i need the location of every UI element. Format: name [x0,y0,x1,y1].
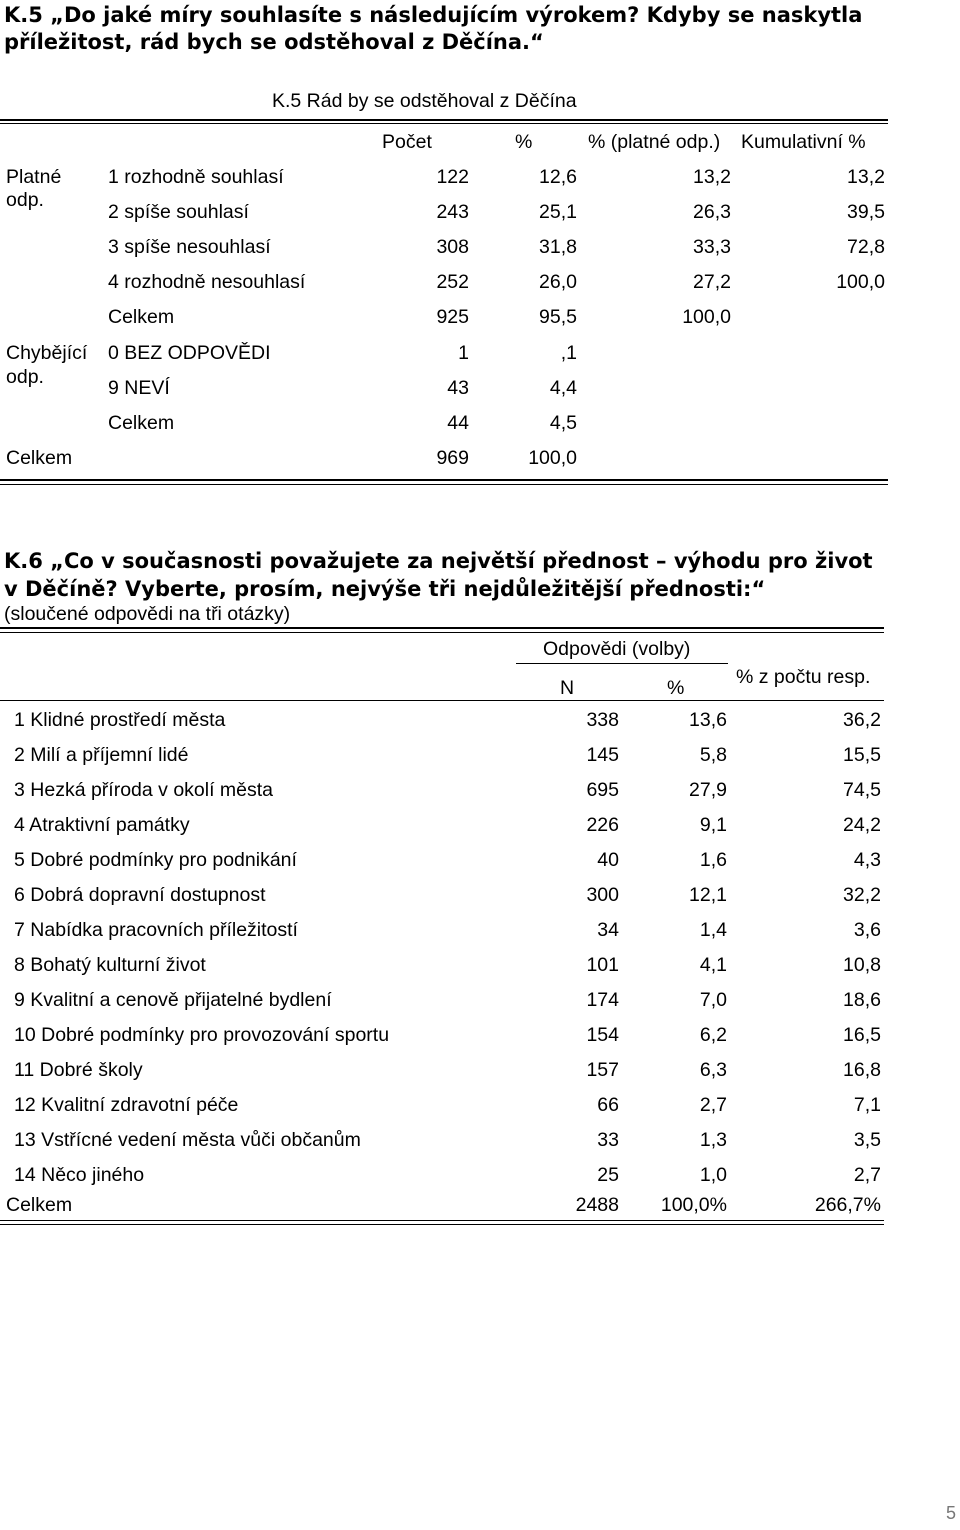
k5-row-count: 122 [436,166,469,188]
k6-row-resp: 16,5 [843,1024,881,1046]
k5-row-count: 44 [447,412,469,434]
k6-total-label: Celkem [6,1194,73,1216]
k6-total-resp: 266,7% [814,1194,881,1216]
k6-row-n: 300 [586,884,619,906]
k5-row-valid: 26,3 [693,201,731,223]
k6-bottom-rule [0,1220,884,1221]
k5-row-label: 4 rozhodně nesouhlasí [108,271,306,293]
k5-row-label: 9 NEVÍ [108,377,170,399]
k6-total-pct: 100,0% [660,1194,727,1216]
k5-row-label: 1 rozhodně souhlasí [108,166,284,188]
k6-col-n: N [560,677,575,699]
k5-row-count: 252 [436,271,469,293]
k6-row-n: 101 [586,954,619,976]
k5-row-pct: 12,6 [539,166,577,188]
k6-col-group: Odpovědi (volby) [543,638,691,660]
k6-row-label: 5 Dobré podmínky pro podnikání [14,849,297,871]
k5-row-count: 925 [436,306,469,328]
k5-row-pct: 31,8 [539,236,577,258]
k6-row-label: 2 Milí a příjemní lidé [14,744,189,766]
k5-row-pct: ,1 [560,342,577,364]
k6-top-rule [0,627,884,629]
k5-row-label: 3 spíše nesouhlasí [108,236,271,258]
k6-subtitle: (sloučené odpovědi na tři otázky) [4,603,291,625]
k6-row-resp: 74,5 [843,779,881,801]
k5-row-label: 2 spíše souhlasí [108,201,249,223]
k6-row-pct: 7,0 [699,989,727,1011]
k6-row-label: 1 Klidné prostředí města [14,709,226,731]
k5-row-cum: 72,8 [847,236,885,258]
k6-row-label: 6 Dobrá dopravní dostupnost [14,884,266,906]
k6-row-n: 338 [586,709,619,731]
k6-row-resp: 3,6 [853,919,881,941]
k6-row-n: 34 [597,919,619,941]
k6-top-rule-2 [0,632,884,633]
k6-row-label: 8 Bohatý kulturní život [14,954,206,976]
k6-row-pct: 1,6 [699,849,727,871]
k5-total-label: Celkem [6,447,73,469]
k5-row-pct: 26,0 [539,271,577,293]
k5-row-pct: 4,4 [549,377,577,399]
k6-row-n: 66 [597,1094,619,1116]
k6-row-resp: 4,3 [853,849,881,871]
k5-row-cum: 100,0 [836,271,885,293]
k6-row-n: 25 [597,1164,619,1186]
k6-row-label: 10 Dobré podmínky pro provozování sportu [14,1024,390,1046]
k6-row-label: 14 Něco jiného [14,1164,145,1186]
k6-row-n: 226 [586,814,619,836]
k5-table-title: K.5 Rád by se odstěhoval z Děčína [272,90,577,112]
k6-row-pct: 1,4 [699,919,727,941]
k6-row-n: 145 [586,744,619,766]
k5-total-count: 969 [436,447,469,469]
k6-total-n: 2488 [575,1194,619,1216]
k5-col-pct: % [515,131,533,153]
group-label-valid: Platné [6,166,62,188]
page-number: 5 [945,1503,956,1523]
table-bottom-rule-2 [0,484,888,485]
k6-group-underline [516,663,728,664]
k5-col-count: Počet [382,131,432,153]
k5-heading-line1: K.5 „Do jaké míry souhlasíte s následujícím výrokem? Kdyby se naskytla [4,3,863,27]
k6-row-n: 695 [586,779,619,801]
k6-row-n: 157 [586,1059,619,1081]
k5-row-label: Celkem [108,412,175,434]
k6-row-pct: 1,3 [699,1129,727,1151]
k6-row-label: 4 Atraktivní památky [14,814,190,836]
k5-row-cum: 39,5 [847,201,885,223]
k6-row-label: 13 Vstřícné vedení města vůči občanům [14,1129,361,1151]
k6-row-resp: 16,8 [843,1059,881,1081]
k5-row-cum: 13,2 [847,166,885,188]
k6-row-n: 33 [597,1129,619,1151]
k5-row-count: 43 [447,377,469,399]
k5-row-valid: 27,2 [693,271,731,293]
k5-heading-line2: příležitost, rád bych se odstěhoval z Děčína.“ [4,30,544,54]
k6-row-pct: 9,1 [699,814,727,836]
k5-row-valid: 100,0 [682,306,731,328]
k5-col-valid: % (platné odp.) [588,131,721,153]
k6-bottom-rule-2 [0,1224,884,1225]
k6-row-resp: 3,5 [853,1129,881,1151]
k6-heading-line2: v Děčíně? Vyberte, prosím, nejvýše tři nejdůležitější přednosti:“ [4,577,766,601]
k6-row-resp: 2,7 [853,1164,881,1186]
k6-row-pct: 6,3 [699,1059,727,1081]
k5-row-valid: 33,3 [693,236,731,258]
k6-col-pct: % [667,677,685,699]
k6-row-label: 11 Dobré školy [14,1059,143,1081]
k5-row-pct: 4,5 [549,412,577,434]
k6-row-pct: 4,1 [699,954,727,976]
k5-total-pct: 100,0 [528,447,577,469]
k6-row-pct: 12,1 [689,884,727,906]
k6-row-label: 12 Kvalitní zdravotní péče [14,1094,239,1116]
k5-row-valid: 13,2 [693,166,731,188]
k5-row-label: 0 BEZ ODPOVĚDI [108,342,271,364]
k5-row-count: 243 [436,201,469,223]
k6-row-resp: 32,2 [843,884,881,906]
k6-row-pct: 2,7 [699,1094,727,1116]
k6-row-resp: 18,6 [843,989,881,1011]
k6-col-resp: % z počtu resp. [736,666,871,688]
k6-row-n: 40 [597,849,619,871]
table-bottom-rule [0,479,888,481]
k6-row-pct: 13,6 [689,709,727,731]
group-label-valid-2: odp. [6,189,44,211]
k6-row-resp: 10,8 [843,954,881,976]
k6-row-label: 3 Hezká příroda v okolí města [14,779,274,801]
k5-row-pct: 25,1 [539,201,577,223]
k5-row-count: 308 [436,236,469,258]
k6-row-label: 7 Nabídka pracovních příležitostí [14,919,298,941]
table-top-rule [0,119,888,121]
table-top-rule-2 [0,123,888,124]
k6-row-resp: 15,5 [843,744,881,766]
k6-header-rule [0,700,884,701]
k6-row-resp: 7,1 [853,1094,881,1116]
k6-row-pct: 27,9 [689,779,727,801]
group-label-missing: Chybějící [6,342,88,364]
k6-row-resp: 36,2 [843,709,881,731]
k6-row-n: 174 [586,989,619,1011]
k5-row-count: 1 [458,342,469,364]
k5-row-label: Celkem [108,306,175,328]
k6-row-label: 9 Kvalitní a cenově přijatelné bydlení [14,989,332,1011]
k6-row-resp: 24,2 [843,814,881,836]
k6-row-n: 154 [586,1024,619,1046]
k6-row-pct: 5,8 [699,744,727,766]
k6-row-pct: 1,0 [699,1164,727,1186]
group-label-missing-2: odp. [6,366,44,388]
k5-row-pct: 95,5 [539,306,577,328]
k6-heading-line1: K.6 „Co v současnosti považujete za největší přednost – výhodu pro život [4,549,873,573]
k5-col-cum: Kumulativní % [741,131,866,153]
k6-row-pct: 6,2 [699,1024,727,1046]
